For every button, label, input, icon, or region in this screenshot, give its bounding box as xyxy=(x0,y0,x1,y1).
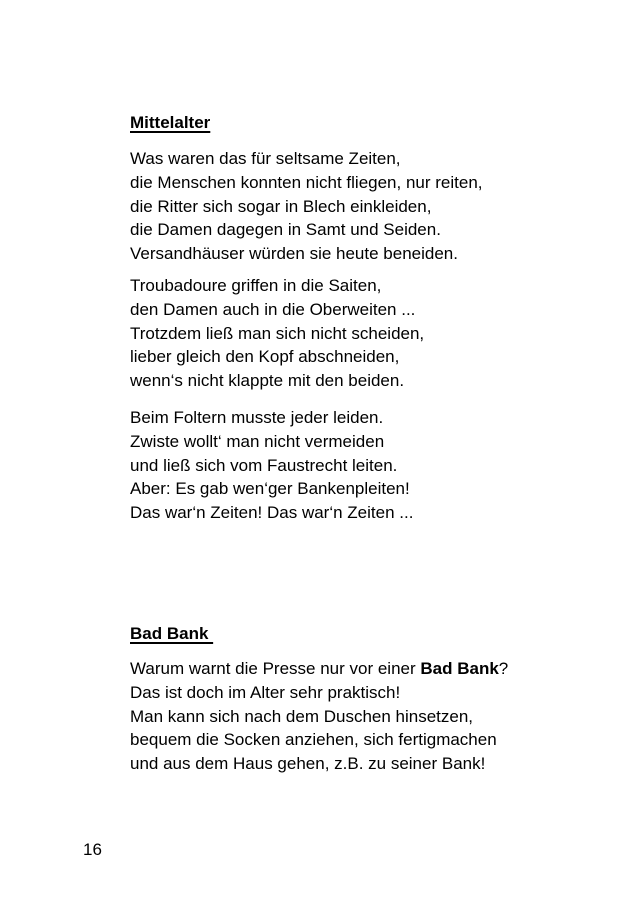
verse-line: die Menschen konnten nicht fliegen, nur reiten, xyxy=(130,172,483,192)
verse-line: Beim Foltern musste jeder leiden. xyxy=(130,408,384,427)
verse-line: Das war‘n Zeiten! Das war‘n Zeiten ... xyxy=(130,503,414,523)
verse-line: Man kann sich nach dem Duschen hinsetzen, xyxy=(130,706,474,726)
emphasis-text: Bad Bank xyxy=(420,659,499,678)
poem-title-mittelalter: Mittelalter xyxy=(130,113,211,132)
verse-text: ? xyxy=(498,659,509,678)
verse-line: Aber: Es gab wen‘ger Bankenpleiten! xyxy=(130,479,410,499)
verse-line: Das ist doch im Alter sehr praktisch! xyxy=(130,682,401,702)
verse-line: und ließ sich vom Faustrecht leiten. xyxy=(130,455,398,475)
verse-line: die Damen dagegen in Samt und Seiden. xyxy=(130,220,441,240)
poem-title-bad-bank: Bad Bank xyxy=(130,624,214,643)
stanza-mittelalter-3 xyxy=(130,406,413,525)
verse-line: wenn‘s nicht klappte mit den beiden. xyxy=(130,371,405,391)
page-number: 16 xyxy=(83,840,102,859)
verse-line: Troubadoure griffen in die Saiten, xyxy=(130,276,382,295)
verse-line: den Damen auch in die Oberweiten ... xyxy=(130,299,416,319)
verse-line: Was waren das für seltsame Zeiten, xyxy=(130,149,401,168)
stanza-bad-bank-1 xyxy=(130,657,508,776)
verse-line: bequem die Socken anziehen, sich fertigmachen xyxy=(130,730,497,750)
verse-line: Zwiste wollt‘ man nicht vermeiden xyxy=(130,431,385,451)
verse-line xyxy=(130,657,508,681)
stanza-mittelalter-2 xyxy=(130,274,424,393)
stanza-mittelalter-1 xyxy=(130,147,483,266)
verse-line: lieber gleich den Kopf abschneiden, xyxy=(130,347,400,367)
verse-line: Versandhäuser würden sie heute beneiden. xyxy=(130,244,458,264)
verse-text: Warum warnt die Presse nur vor einer xyxy=(130,659,421,678)
verse-line: die Ritter sich sogar in Blech einkleiden, xyxy=(130,196,432,216)
verse-line: und aus dem Haus gehen, z.B. zu seiner Bank! xyxy=(130,754,486,774)
verse-line: Trotzdem ließ man sich nicht scheiden, xyxy=(130,323,425,343)
